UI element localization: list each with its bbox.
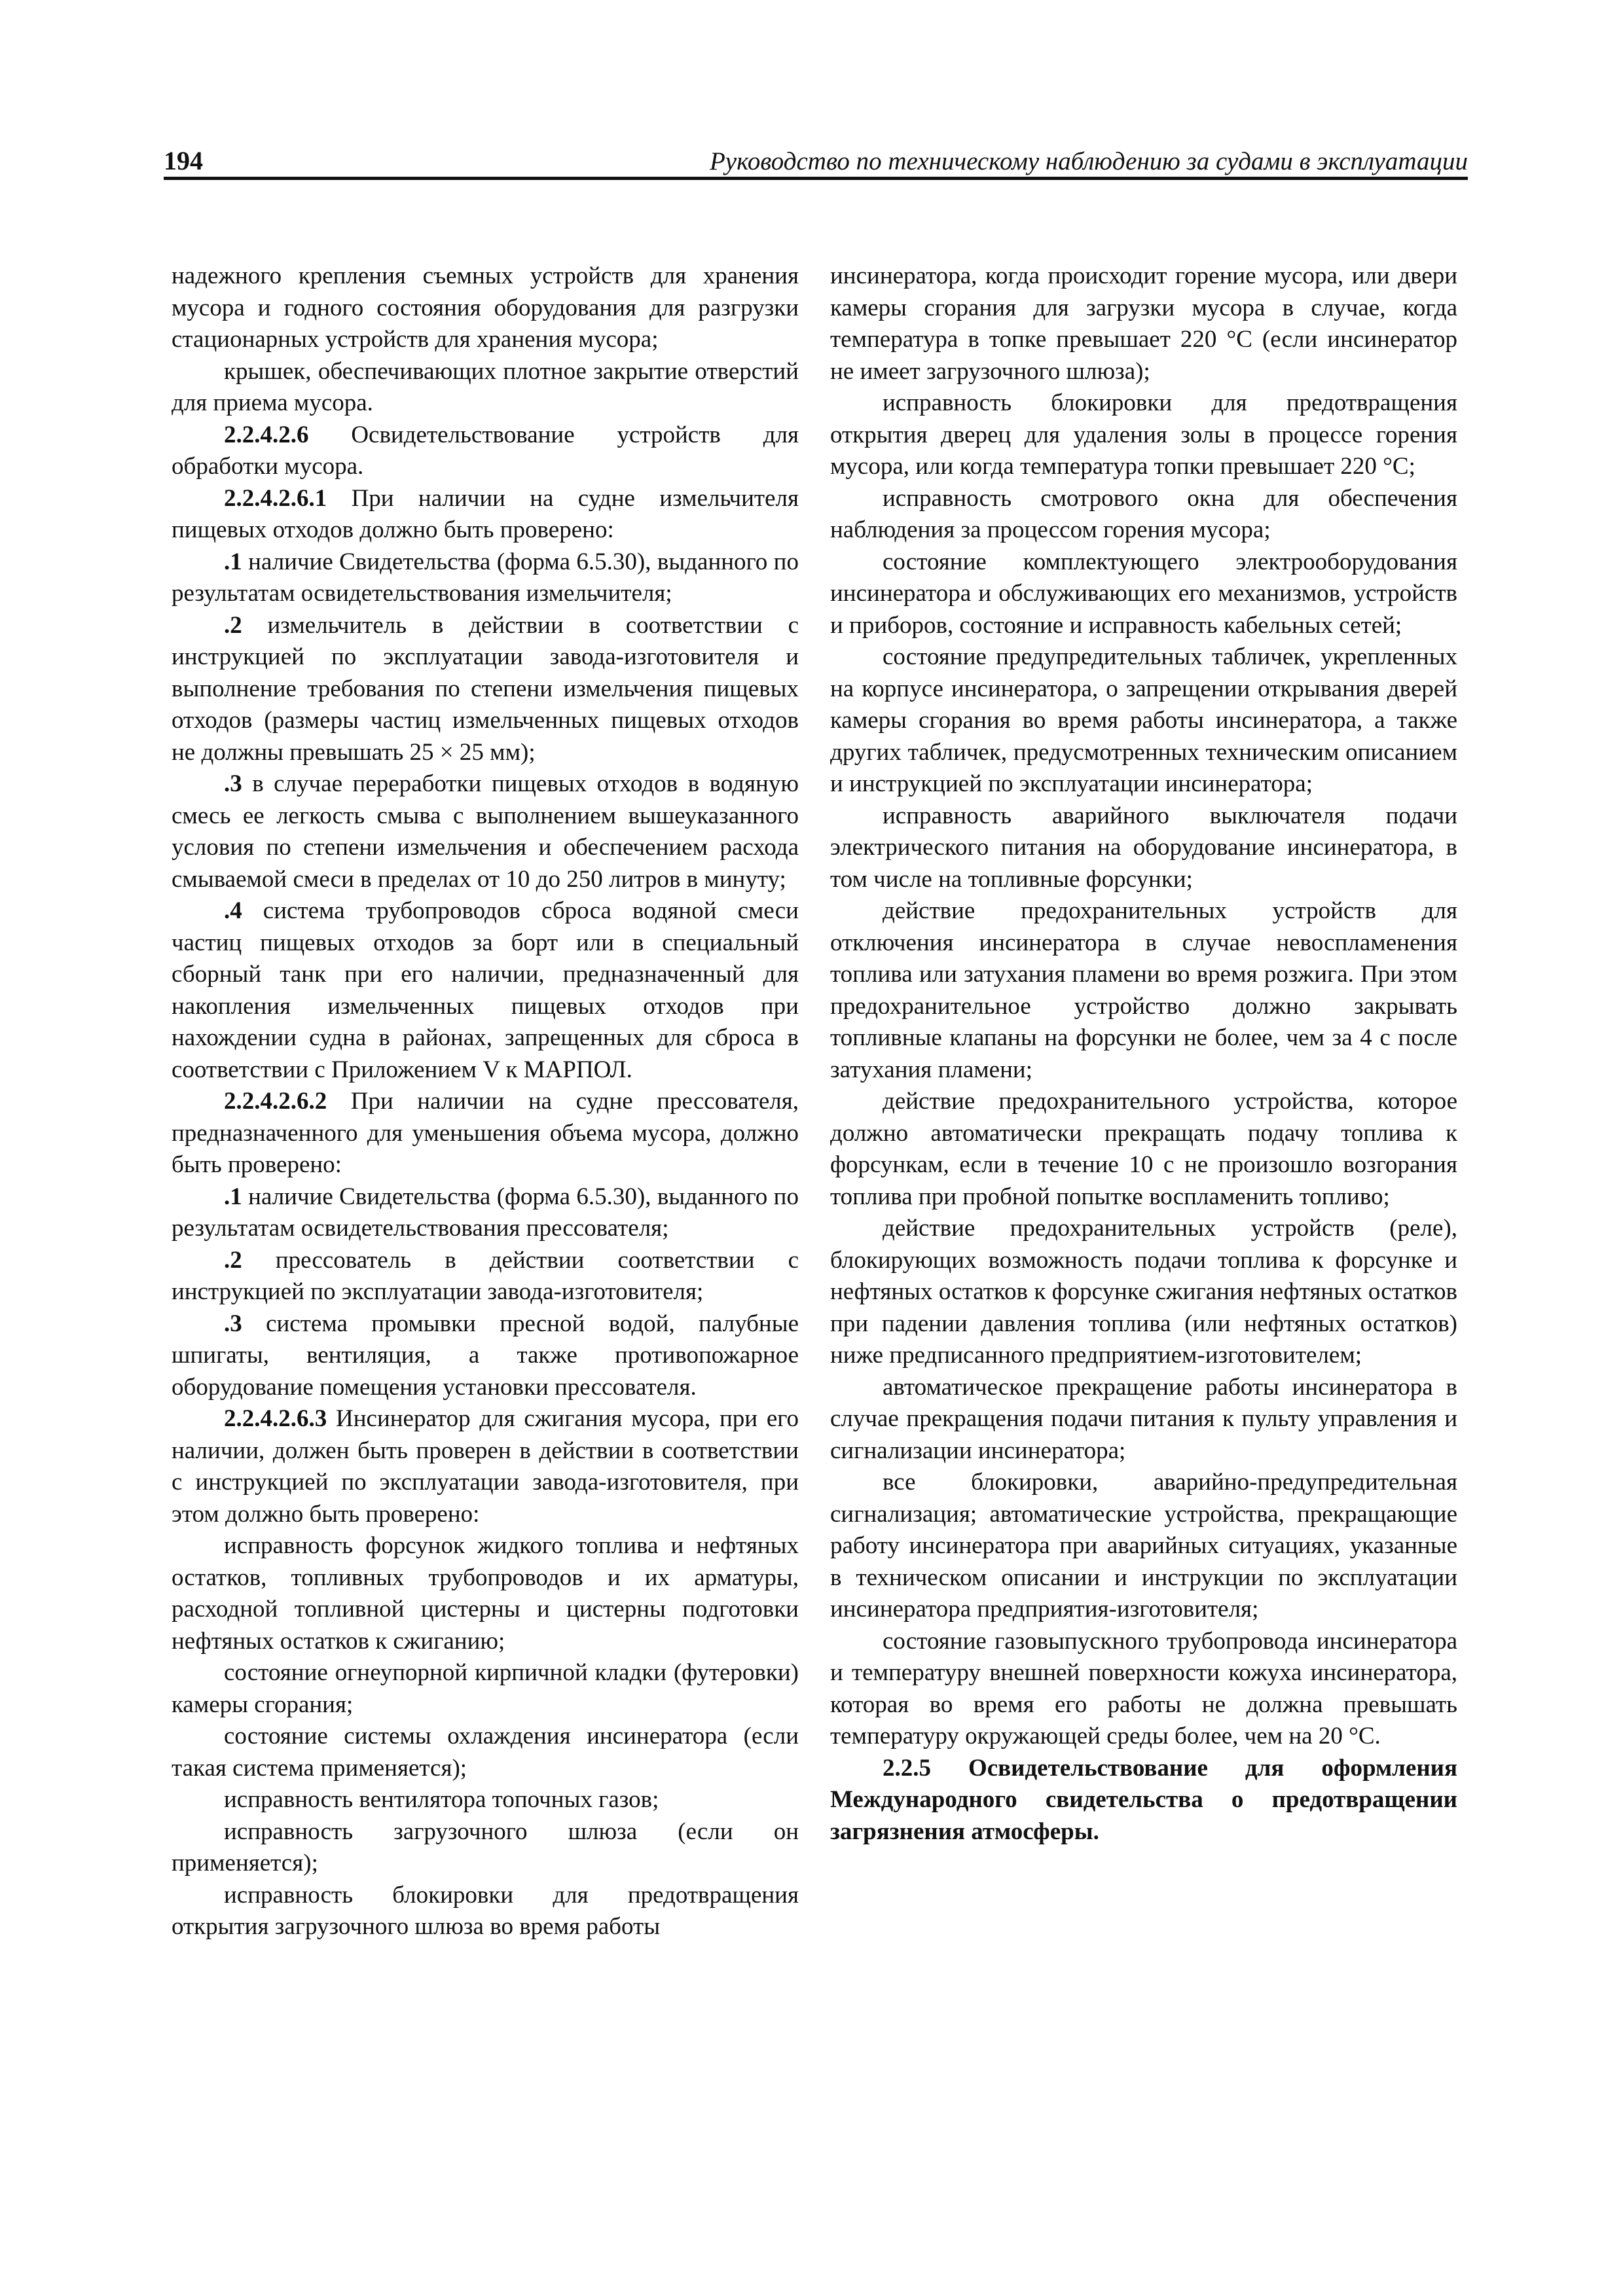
paragraph-text: Освидетельствование для оформления Международного свидетельства о предотвращении загрязнения атмосферы. xyxy=(830,1754,1457,1845)
paragraph-text: исправность блокировки для предотвращения открытия загрузочного шлюза во время работы xyxy=(172,1881,799,1940)
paragraph-text: состояние комплектующего электрооборудования инсинератора и обслуживающих его механизмов, устройств и приборов, состояние и исправность кабельных сетей; xyxy=(830,548,1457,639)
paragraph xyxy=(172,420,799,483)
clause-number: 2.2.4.2.6.2 xyxy=(224,1088,327,1115)
paragraph-text: состояние огнеупорной кирпичной кладки (футеровки) камеры сгорания; xyxy=(172,1659,799,1718)
paragraph xyxy=(830,641,1457,800)
page-number: 194 xyxy=(164,146,203,175)
paragraph xyxy=(830,1753,1457,1848)
paragraph xyxy=(172,768,799,895)
paragraph-text: в случае переработки пищевых отходов в водяную смесь ее легкость смыва с выполнением вышеуказанного условия по степени измельчения и обеспечением расхода смываемой смеси в пределах от 10 до 250 литров в минуту; xyxy=(172,770,799,893)
clause-number: 2.2.5 xyxy=(883,1754,931,1782)
paragraph xyxy=(172,1816,799,1880)
paragraph-text: исправность смотрового окна для обеспечения наблюдения за процессом горения мусора; xyxy=(830,484,1457,543)
paragraph xyxy=(172,1403,799,1530)
paragraph-text: исправность блокировки для предотвращения открытия дверец для удаления золы в процессе горения мусора, или когда температура топки превышает 220 °C; xyxy=(830,389,1457,480)
paragraph xyxy=(172,1657,799,1721)
right-column xyxy=(830,260,1457,1848)
paragraph xyxy=(830,387,1457,483)
paragraph-text: надежного крепления съемных устройств для хранения мусора и годного состояния оборудования для разгрузки стационарных устройств для хранения мусора; xyxy=(172,262,799,353)
paragraph-text: Инсинератор для сжигания мусора, при его наличии, должен быть проверен в действии в соответствии с инструкцией по эксплуатации завода-изготовителя, при этом должно быть проверено: xyxy=(172,1405,799,1528)
paragraph xyxy=(172,1308,799,1404)
paragraph-text: автоматическое прекращение работы инсинератора в случае прекращения подачи питания к пульту управления и сигнализации инсинератора; xyxy=(830,1373,1457,1464)
paragraph-text: наличие Свидетельства (форма 6.5.30), выданного по результатам освидетельствования измельчителя; xyxy=(172,548,799,607)
paragraph xyxy=(172,610,799,769)
paragraph xyxy=(172,1880,799,1943)
paragraph-text: состояние системы охлаждения инсинератора (если такая система применяется); xyxy=(172,1723,799,1782)
paragraph-text: исправность аварийного выключателя подачи электрического питания на оборудование инсинератора, в том числе на топливные форсунки; xyxy=(830,802,1457,893)
paragraph xyxy=(830,547,1457,642)
header-rule xyxy=(164,177,1468,180)
paragraph xyxy=(172,260,799,356)
paragraph-text: При наличии на судне прессователя, предназначенного для уменьшения объема мусора, должно быть проверено: xyxy=(172,1088,799,1178)
paragraph-text: крышек, обеспечивающих плотное закрытие отверстий для приема мусора. xyxy=(172,357,799,416)
left-column xyxy=(172,260,799,1943)
paragraph xyxy=(830,483,1457,547)
paragraph xyxy=(830,1467,1457,1626)
paragraph-text: При наличии на судне измельчителя пищевых отходов должно быть проверено: xyxy=(172,484,799,543)
clause-number: 2.2.4.2.6 xyxy=(224,421,309,448)
paragraph-text: Освидетельствование устройств для обработки мусора. xyxy=(172,421,799,480)
paragraph-text: прессователь в действии соответствии с инструкцией по эксплуатации завода-изготовителя; xyxy=(172,1246,799,1305)
clause-number: 2.2.4.2.6.3 xyxy=(224,1405,327,1432)
paragraph xyxy=(172,1721,799,1784)
paragraph-text: исправность форсунок жидкого топлива и нефтяных остатков, топливных трубопроводов и их арматуры, расходной топливной цистерны и цистерны подготовки нефтяных остатков к сжиганию; xyxy=(172,1532,799,1655)
paragraph xyxy=(830,1626,1457,1753)
clause-number: .2 xyxy=(224,1246,242,1274)
paragraph xyxy=(830,260,1457,387)
paragraph-text: измельчитель в действии в соответствии с инструкцией по эксплуатации завода-изготовителя и выполнение требования по степени измельчения пищевых отходов (размеры частиц измельченных пищевых отходов не должны превышать 25 × 25 мм); xyxy=(172,611,799,766)
clause-number: .2 xyxy=(224,611,242,639)
paragraph-text: действие предохранительных устройств (реле), блокирующих возможность подачи топлива к форсунке и нефтяных остатков к форсунке сжигания нефтяных остатков при падении давления топлива (или нефтяных остатков) ниже предписанного предприятием-изготовителем; xyxy=(830,1215,1457,1369)
paragraph xyxy=(830,800,1457,896)
clause-number: .3 xyxy=(224,1310,242,1337)
paragraph xyxy=(830,1213,1457,1372)
paragraph-text: действие предохранительных устройств для отключения инсинератора в случае невоспламенения топлива или затухания пламени во время розжига. При этом предохранительное устройство должно закрывать топливные клапаны на форсунки не более, чем за 4 с после затухания пламени; xyxy=(830,897,1457,1083)
paragraph-text: состояние предупредительных табличек, укрепленных на корпусе инсинератора, о запрещении открывания дверей камеры сгорания во время работы инсинератора, а также других табличек, предусмотренных техническим описанием и инструкцией по эксплуатации инсинератора; xyxy=(830,643,1457,797)
paragraph-text: все блокировки, аварийно-предупредительная сигнализация; автоматические устройства, прекращающие работу инсинератора при аварийных ситуациях, указанные в техническом описании и инструкции по эксплуатации инсинератора предприятия-изготовителя; xyxy=(830,1469,1457,1623)
clause-number: .1 xyxy=(224,1183,242,1210)
paragraph xyxy=(830,1086,1457,1213)
paragraph xyxy=(172,356,799,420)
paragraph xyxy=(172,547,799,610)
paragraph xyxy=(830,1372,1457,1467)
clause-number: 2.2.4.2.6.1 xyxy=(224,484,327,512)
paragraph-text: исправность загрузочного шлюза (если он применяется); xyxy=(172,1818,799,1876)
paragraph xyxy=(830,895,1457,1086)
paragraph-text: исправность вентилятора топочных газов; xyxy=(224,1786,659,1813)
paragraph xyxy=(172,1530,799,1657)
paragraph xyxy=(172,1245,799,1308)
paragraph xyxy=(172,483,799,547)
paragraph-text: система трубопроводов сброса водяной смеси частиц пищевых отходов за борт или в специальный сборный танк при его наличии, предназначенный для накопления измельченных пищевых отходов при нахождении судна в районах, запрещенных для сброса в соответствии с Приложением V к МАРПОЛ. xyxy=(172,897,799,1083)
paragraph xyxy=(172,1086,799,1181)
running-title: Руководство по техническому наблюдению за судами в эксплуатации xyxy=(709,147,1468,175)
paragraph-text: система промывки пресной водой, палубные шпигаты, вентиляция, а также противопожарное оборудование помещения установки прессователя. xyxy=(172,1310,799,1401)
paragraph-text: действие предохранительного устройства, которое должно автоматически прекращать подачу топлива к форсункам, если в течение 10 с не произошло возгорания топлива при пробной попытке воспламенить топливо; xyxy=(830,1088,1457,1210)
paragraph-text: наличие Свидетельства (форма 6.5.30), выданного по результатам освидетельствования прессователя; xyxy=(172,1183,799,1242)
clause-number: .4 xyxy=(224,897,242,924)
clause-number: .3 xyxy=(224,770,242,797)
paragraph xyxy=(172,895,799,1086)
paragraph-text: инсинератора, когда происходит горение мусора, или двери камеры сгорания для загрузки мусора в случае, когда температура в топке превышает 220 °C (если инсинератор не имеет загрузочного шлюза); xyxy=(830,262,1457,385)
clause-number: .1 xyxy=(224,548,242,575)
paragraph xyxy=(172,1181,799,1245)
paragraph-text: состояние газовыпускного трубопровода инсинератора и температуру внешней поверхности кожуха инсинератора, которая во время его работы не должна превышать температуру окружающей среды более, чем на 20 °C. xyxy=(830,1627,1457,1749)
paragraph xyxy=(172,1784,799,1816)
